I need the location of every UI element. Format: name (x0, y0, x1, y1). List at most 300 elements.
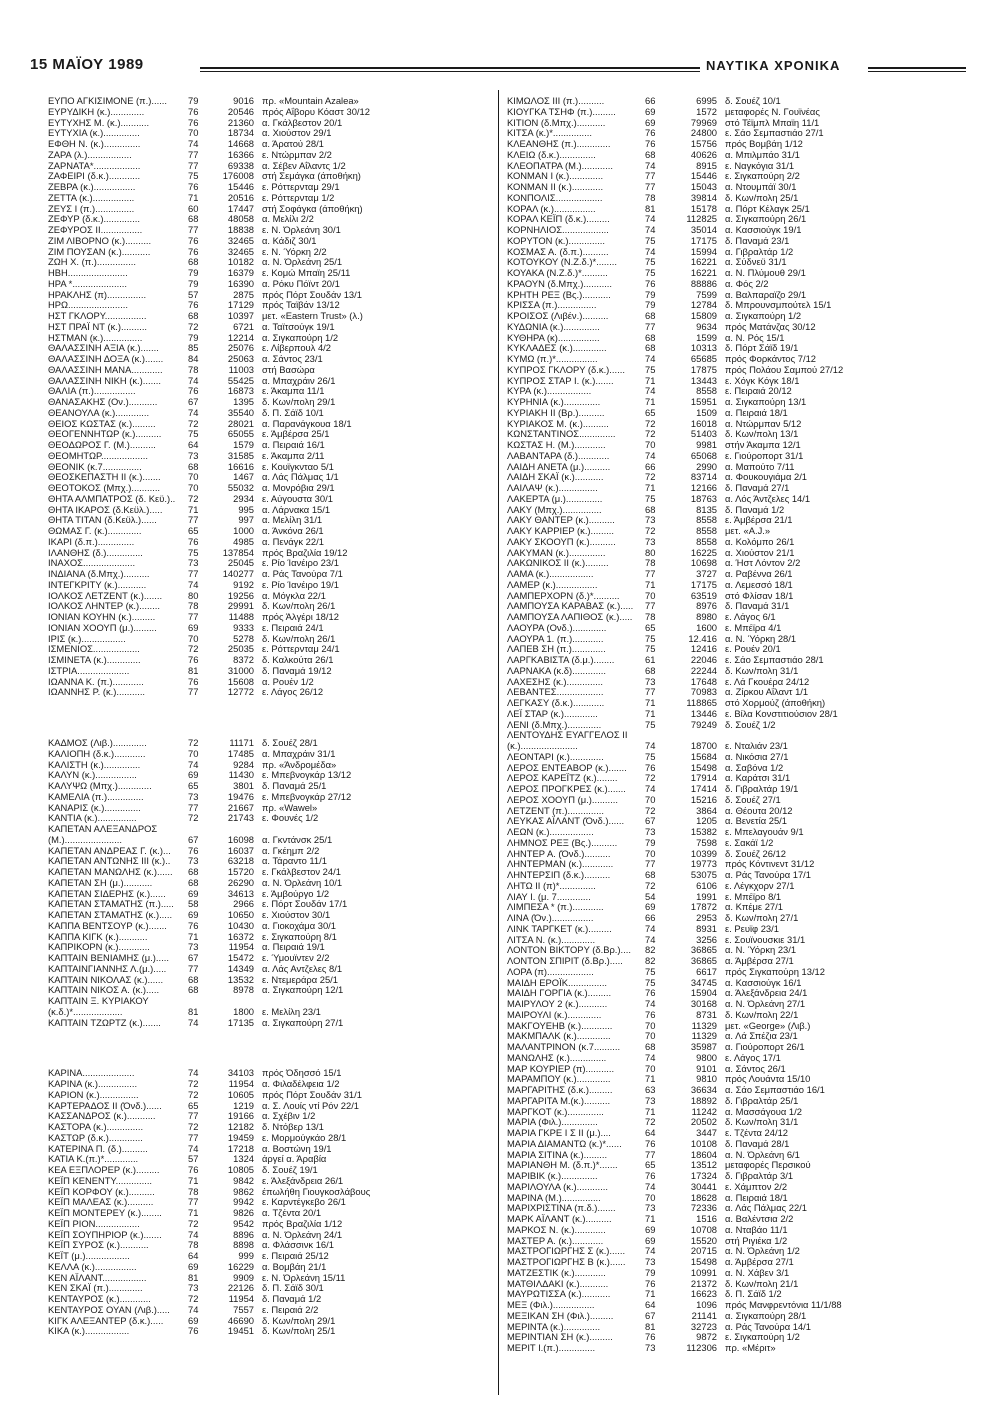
vessel-row (507, 537, 977, 548)
vessel-name: ΜΑΡΙΛΟΥΛΑ (κ.)............ (507, 1181, 608, 1192)
vessel-name: ΛΕΡΟΣ ΠΡΟΓΚΡΕΣ (κ.)....... (507, 784, 626, 794)
position-report: α. Γιούροπορτ 26/1 (725, 1042, 805, 1052)
vessel-name: ΖΙΜ ΠΟΥΣΑΝ (κ.)........... (48, 246, 151, 257)
position-report: δ. Παναμά 31/1 (725, 601, 790, 612)
vessel-name: ΜΕΡΙΝΤΑ (κ.).............. (507, 1321, 601, 1332)
vessel-row (507, 1096, 977, 1107)
vessel-row (507, 1160, 977, 1171)
position-report: μετ. «George» (Λιβ.) (725, 1020, 811, 1031)
build-year: 77 (188, 225, 199, 235)
build-year: 80 (188, 590, 199, 601)
build-year: 74 (188, 375, 199, 386)
vessel-row (507, 827, 977, 838)
build-year: 73 (645, 1095, 656, 1106)
build-year: 65 (188, 781, 199, 791)
position-report: ε. Λίβερπουλ 4/2 (262, 343, 331, 354)
build-year: 74 (188, 1143, 199, 1154)
position-report: ε. Ρόττερνταμ 29/1 (262, 182, 340, 192)
build-year: 75 (645, 751, 656, 762)
vessel-name: ΛΕΡΟΣ ΧΟΟΥΠ (μ.).......... (507, 794, 618, 805)
tonnage: 51403 (690, 429, 717, 440)
tonnage: 9842 (233, 1175, 254, 1186)
tonnage: 9909 (233, 1272, 254, 1283)
tonnage: 17447 (227, 203, 254, 214)
tonnage: 18604 (690, 1149, 717, 1160)
vessel-name: ΚΕΪΠ ΚΟΡΦΟΥ (κ.).......... (48, 1186, 155, 1197)
vessel-name: ΚΟΡΥΤΟΝ (κ.).............. (507, 235, 605, 246)
vessel-name: ΛΑΚΥ ΚΑΡΡΙΕΡ (κ.)......... (507, 526, 614, 536)
vessel-row (507, 397, 977, 408)
vessel-row (48, 225, 493, 236)
build-year: 71 (188, 192, 199, 203)
position-report: α. Θέουτα 20/12 (725, 805, 793, 816)
position-report: α. Σ. Λουίς ντί Ρόν 22/1 (262, 1100, 360, 1111)
vessel-name: ΛΑΧΕΣΗΣ (κ.).............. (507, 676, 603, 687)
build-year: 57 (188, 289, 199, 300)
vessel-name: ΚΥΡΙΑΚΟΣ Μ. (κ.).......... (507, 418, 609, 429)
build-year: 54 (645, 891, 656, 902)
vessel-name: ΜΑΚΓΟΥΕΗΒ (κ.)............ (507, 1020, 613, 1031)
tonnage: 25035 (227, 644, 254, 655)
tonnage: 12214 (227, 332, 254, 343)
build-year: 68 (188, 877, 199, 888)
vessel-name: ΜΑΡΙΑ (Φιλ.).............. (507, 1117, 598, 1128)
vessel-row (507, 870, 977, 881)
vessel-row (48, 623, 493, 634)
vessel-row (48, 985, 493, 996)
tonnage: 17414 (690, 784, 717, 794)
position-report: ε. Ν. Όρλεάνη 30/1 (262, 225, 341, 235)
vessel-name: ΘΕΟΔΩΡΟΣ Γ. (Μ.).......... (48, 440, 156, 450)
vessel-name: ΚΑΤΕΡΙΝΑ Π. (δ.).......... (48, 1143, 148, 1154)
vessel-name: ΚΑΠΕΤΑΝ ΣΗ (μ.)........... (48, 877, 153, 888)
tonnage: 10991 (690, 1267, 717, 1278)
build-year: 69 (188, 888, 199, 899)
tonnage: 15904 (690, 988, 717, 999)
build-year: 68 (188, 867, 199, 877)
position-report: δ. Σουέζ 26/12 (725, 848, 786, 859)
build-year: 72 (188, 644, 199, 655)
tonnage: 1000 (233, 526, 254, 536)
build-year: 77 (645, 601, 656, 612)
vessel-row (48, 429, 493, 440)
tonnage: 137854 (222, 547, 254, 558)
position-report: α. Γκντάνσκ 25/1 (262, 834, 333, 845)
vessel-row (48, 942, 493, 953)
tonnage: 21360 (227, 117, 254, 128)
build-year: 77 (645, 171, 656, 182)
build-year: 70 (645, 1192, 656, 1203)
position-report: ε. Σουϊνουσκιε 31/1 (725, 934, 806, 945)
position-report: α. Χιούστον 29/1 (262, 128, 332, 139)
vessel-row (507, 720, 977, 731)
vessel-name: ΚΑΠΕΤΑΝ ΜΑΝΩΛΗΣ (κ.)...... (48, 867, 173, 877)
build-year: 72 (188, 738, 199, 748)
tonnage: 13443 (690, 375, 717, 386)
vessel-row (507, 214, 977, 225)
position-report: α. Πειραιά 19/1 (262, 942, 325, 953)
build-year: 77 (188, 963, 199, 974)
position-report: α. Πενάγκ 22/1 (262, 536, 324, 547)
vessel-name: ΜΑΡΙΧΡΙΣΤΙΝΑ (π.δ.)....... (507, 1203, 616, 1214)
build-year: 66 (645, 913, 656, 923)
vessel-name: ΜΑΙΡΟΥΛΙ (κ.)............. (507, 1009, 602, 1020)
position-report: ε. Λάγος 26/12 (262, 687, 324, 698)
position-report: ε. Πειραιά 25/12 (262, 1251, 329, 1261)
vessel-row (507, 365, 977, 376)
vessel-row (48, 505, 493, 516)
build-year: 82 (645, 956, 656, 966)
vessel-name: ΕΥΤΥΧΙΑ (κ.).............. (48, 128, 140, 139)
build-year: 77 (645, 569, 656, 579)
vessel-name: ΛΕΟΝΤΑΡΙ (κ.)............. (507, 751, 604, 762)
position-report: α. Ντώρμπαν 5/12 (725, 418, 802, 429)
vessel-name: ΚΕΛΛΑ (κ.)................ (48, 1261, 137, 1272)
position-report: πρ. «Wawel» (262, 802, 318, 813)
vessel-row (48, 1305, 493, 1316)
tonnage: 65055 (227, 429, 254, 440)
vessel-name: ΚΩΣΤΑΣ Η. (Μ.)............ (507, 440, 606, 450)
position-report: α. Μπαχράιν 26/1 (262, 375, 336, 386)
tonnage: 1991 (696, 891, 717, 902)
vessel-row (507, 1085, 977, 1096)
tonnage: 16623 (690, 1289, 717, 1300)
build-year: 71 (188, 504, 199, 515)
vessel-name: ΚΟΡΑΛ (κ.)................ (507, 203, 596, 214)
build-year: 74 (645, 784, 656, 794)
vessel-row (507, 247, 977, 258)
build-year: 77 (188, 160, 199, 171)
position-report: δ. Κων/πολη 13/1 (725, 429, 799, 440)
build-year: 67 (645, 816, 656, 827)
vessel-row (48, 1262, 493, 1273)
position-report: ε. Ρόττερνταμ 1/2 (262, 192, 335, 203)
vessel-row (48, 738, 493, 749)
tonnage: 13446 (690, 708, 717, 719)
position-report: α. Νταβάο 11/1 (725, 1224, 788, 1235)
build-year: 76 (645, 139, 656, 149)
tonnage: 16873 (227, 386, 254, 397)
tonnage: 63218 (227, 856, 254, 867)
build-year: 77 (188, 569, 199, 579)
tonnage: 11329 (691, 1031, 717, 1042)
vessel-name: ΛΑΠΕΒ ΣΗ (π.)............. (507, 644, 606, 655)
tonnage (671, 730, 725, 741)
build-year: 76 (188, 246, 199, 257)
build-year: 75 (188, 171, 199, 182)
vessel-name: ΛΑΚΥ ΘΑΝΤΕΡ (κ.).......... (507, 515, 615, 526)
vessel-row (48, 1101, 493, 1112)
vessel-row (507, 655, 977, 666)
tonnage: 15720 (227, 867, 254, 877)
position-report: α. Βαλπαραϊζο 29/1 (725, 289, 807, 300)
tonnage: 25045 (227, 558, 254, 569)
build-year: 79 (645, 300, 656, 311)
vessel-name: ΛΑΚΕΡΤΑ (μ.).............. (507, 493, 603, 504)
tonnage: 995 (238, 504, 254, 515)
tonnage: 24800 (690, 128, 717, 139)
position-report: δ. Ντόβερ 13/1 (262, 1122, 324, 1132)
build-year: 69 (188, 1261, 199, 1272)
build-year: 74 (188, 1229, 199, 1240)
vessel-name: ΜΑΙΔΗ ΕΡΟΪΚ............... (507, 977, 608, 988)
vessel-row (48, 537, 493, 548)
build-year: 74 (188, 1304, 199, 1315)
vessel-name: ΙΝΔΙΑΝΑ (δ.Μπχ.).......... (48, 569, 150, 579)
vessel-row (507, 1139, 977, 1150)
tonnage: 2934 (233, 493, 254, 504)
vessel-name: ΕΦΘΗ Ν. (κ.).............. (48, 139, 141, 149)
tonnage: 2875 (233, 289, 254, 300)
vessel-row (507, 1236, 977, 1247)
position-report (262, 996, 493, 1007)
position-report: ε. Πόρτ Σουδάν 17/1 (262, 899, 348, 910)
vessel-row (507, 956, 977, 967)
left-column (48, 96, 493, 1337)
vessel-name: ΚΙΓΚ ΑΛΕΞΑΝΤΕΡ (δ.κ.)..... (48, 1315, 164, 1326)
tonnage: 1509 (696, 407, 717, 418)
build-year: 69 (188, 622, 199, 633)
vessel-name: ΚΑΠΠΑ ΚΙΓΚ (κ.)........... (48, 931, 148, 942)
build-year: 81 (188, 665, 199, 676)
tonnage: 140277 (222, 569, 254, 579)
build-year: 82 (645, 945, 656, 956)
position-report: ε. Ύμουϊντεν 2/2 (262, 953, 330, 963)
vessel-row (507, 752, 977, 763)
tonnage: 17135 (227, 1017, 254, 1028)
vessel-row (48, 921, 493, 932)
vessel-row (507, 741, 977, 752)
build-year: 76 (188, 182, 199, 192)
vessel-name: ΘΕΟΓΕΝΝΗΤΩΡ (κ.).......... (48, 429, 162, 440)
position-report: α. Ήστ Λόντον 2/2 (725, 558, 801, 569)
tonnage: 7557 (233, 1304, 254, 1315)
header-rule (200, 67, 700, 69)
position-report: α. Ν. Όρλεάνη 10/1 (262, 877, 343, 888)
vessel-name: ΚΕΪΠ ΣΟΥΠΗΡΙΟΡ (κ.)....... (48, 1229, 162, 1240)
position-report: α. Λάς Αντζελες 8/1 (262, 963, 343, 974)
vessel-row (48, 526, 493, 537)
position-report: δ. Σουέζ 28/1 (262, 738, 318, 748)
build-year: 70 (645, 1031, 656, 1042)
vessel-row (507, 634, 977, 645)
vessel-name: ΚΥΡΙΑΚΗ ΙΙ (Βρ.).......... (507, 407, 605, 418)
vessel-row (507, 182, 977, 193)
vessel-row (507, 107, 977, 118)
tonnage: 17129 (227, 300, 254, 311)
position-report: πρός Άλγέρι 18/12 (262, 612, 339, 622)
tonnage: 11003 (228, 364, 254, 375)
tonnage: 112825 (686, 214, 717, 225)
build-year: 79 (188, 96, 199, 106)
vessel-name: ΚΕΪΠ ΣΥΡΟΣ (κ.)........... (48, 1240, 149, 1251)
tonnage: 9016 (233, 96, 254, 106)
position-report: ε. Σακάϊ 1/2 (725, 837, 774, 848)
position-report: δ. Παναμά 28/1 (725, 1138, 790, 1149)
vessel-row (48, 279, 493, 290)
tonnage: 1096 (696, 1300, 717, 1310)
tonnage: 36634 (690, 1085, 717, 1095)
vessel-name: ΚΑΛΙΟΠΗ (δ.κ.)............ (48, 748, 146, 759)
vessel-row (507, 150, 977, 161)
vessel-row (507, 838, 977, 849)
vessel-row (507, 644, 977, 655)
vessel-name: ΛΑΒΑΝΤΑΡΑ (δ.)............ (507, 450, 610, 461)
position-report: ε. Καρντέγκεβο 26/1 (262, 1197, 346, 1208)
position-report: μεταφορές Περσικού (725, 1160, 811, 1171)
build-year: 77 (645, 687, 656, 698)
position-report: στό Τέϊμπλ Μπαϊη 11/1 (725, 117, 820, 128)
build-year: 66 (645, 96, 656, 106)
vessel-row (48, 1273, 493, 1284)
position-report: α. Φιλαδέλφεια 1/2 (262, 1079, 340, 1089)
build-year: 71 (645, 397, 656, 407)
position-report: στό Φλίσαν 18/1 (725, 590, 794, 601)
tonnage: 1600 (696, 622, 717, 633)
tonnage: 9810 (696, 1074, 717, 1085)
vessel-row (48, 139, 493, 150)
tonnage: 9862 (233, 1186, 254, 1197)
tonnage: 18700 (690, 741, 717, 751)
build-year: 68 (645, 1042, 656, 1052)
position-report: πρός Πολάου Σαμπού 27/12 (725, 364, 844, 375)
vessel-row (48, 257, 493, 268)
build-year: 57 (188, 1154, 199, 1165)
vessel-row (48, 760, 493, 771)
vessel-name: ΗΣΤ ΠΡΑΪ ΝΤ (κ.).......... (48, 321, 148, 332)
vessel-name: ΜΑΡΙΑ ΓΚΡΕ Ι Σ ΙΙ (μ.).... (507, 1128, 611, 1138)
build-year: 75 (188, 429, 199, 440)
position-report: α. Μασσάγουα 1/2 (725, 1106, 802, 1117)
position-report: α. Φός 2/2 (725, 278, 769, 289)
vessel-name: ΗΡΑ *..................... (48, 278, 128, 289)
vessel-name: ΚΥΔΩΝΙΑ (κ.).............. (507, 321, 600, 332)
tonnage: 17648 (690, 676, 717, 687)
vessel-name: ΚΑΛΥΝ (κ.)................ (48, 770, 137, 781)
position-report: α. Τζέντα 20/1 (262, 1208, 322, 1218)
tonnage: 65068 (690, 450, 717, 461)
position-report: δ. Κων/πολη 25/1 (725, 192, 799, 203)
vessel-row (48, 322, 493, 333)
vessel-row (48, 1133, 493, 1144)
build-year: 75 (645, 719, 656, 730)
position-report: α. Ν. Όρλεάνη 1/2 (725, 1246, 800, 1257)
vessel-row (507, 268, 977, 279)
build-year: 73 (645, 515, 656, 526)
tonnage: 16616 (227, 461, 254, 472)
vessel-row (48, 462, 493, 473)
tonnage: 36865 (690, 945, 717, 956)
header-rule (868, 71, 966, 72)
build-year: 78 (188, 1240, 199, 1251)
position-report: α. Μόγκλα 22/1 (262, 590, 326, 601)
tonnage: 65685 (690, 354, 717, 364)
build-year: 73 (188, 450, 199, 461)
vessel-name: ΚΑΣΤΩΡ (δ.κ.)............. (48, 1132, 143, 1143)
tonnage: 22244 (690, 665, 717, 676)
tonnage: 17175 (690, 235, 717, 246)
vessel-row (507, 1053, 977, 1064)
vessel-row (48, 1283, 493, 1294)
position-report: δ. Πόρτ Σάϊδ 19/1 (725, 343, 799, 354)
tonnage: 15809 (690, 311, 717, 321)
vessel-name: ΚΑΠΕΤΑΝ ΑΝΤΩΝΗΣ ΙΙΙ (κ.).. (48, 856, 171, 867)
tonnage: 9872 (696, 1332, 717, 1343)
tonnage: 10650 (227, 910, 254, 920)
tonnage: 35987 (690, 1042, 717, 1052)
vessel-name: ΚΑΠΤΑΙΝ ΒΕΝΙΑΜΗΣ (μ.)..... (48, 953, 169, 963)
build-year: 72 (645, 805, 656, 816)
build-year: 77 (645, 859, 656, 870)
vessel-name: ΚΑΡΙΝΑ (κ.)............... (48, 1079, 138, 1089)
tonnage: 15472 (227, 953, 254, 963)
tonnage: 1205 (696, 816, 717, 827)
vessel-name: (Μ.)...................... (48, 834, 122, 845)
build-year: 70 (645, 1063, 656, 1074)
tonnage: 9981 (696, 440, 717, 450)
vessel-name: ΛΑΜΑ (κ.)................. (507, 569, 594, 579)
tonnage: 6617 (696, 966, 717, 977)
build-year: 76 (188, 117, 199, 128)
vessel-row (507, 709, 977, 720)
vessel-name: ΚΑΠΕΤΑΝ ΑΝΔΡΕΑΣ Γ. (κ.)... (48, 845, 171, 856)
vessel-row (507, 462, 977, 473)
build-year: 71 (645, 1214, 656, 1224)
tonnage: 8558 (696, 386, 717, 397)
position-report: α. Μαπούτο 7/11 (725, 461, 795, 472)
tonnage: 15684 (690, 751, 717, 762)
vessel-block (48, 1068, 493, 1337)
vessel-name: ΚΑΛΥΨΩ (Μπχ.)............. (48, 781, 152, 791)
build-year: 79 (188, 332, 199, 343)
tonnage: 31000 (227, 665, 254, 676)
position-report: δ. Γιβραλτάρ 19/1 (725, 784, 799, 794)
vessel-row (48, 964, 493, 975)
position-report: ε. Μπεβνογκάρ 13/12 (262, 770, 352, 781)
tonnage: 6106 (696, 880, 717, 891)
header-rule (200, 71, 700, 72)
tonnage: 16229 (227, 1261, 254, 1272)
tonnage: 4985 (233, 536, 254, 547)
vessel-row (48, 677, 493, 688)
vessel-row (48, 1208, 493, 1219)
build-year: 76 (188, 106, 199, 117)
build-year: 68 (188, 461, 199, 472)
tonnage: 10805 (227, 1165, 254, 1175)
tonnage: 16372 (227, 931, 254, 942)
position-report: ε. Βίλα Κονστιτιούσιον 28/1 (725, 708, 838, 719)
tonnage: 12784 (690, 300, 717, 311)
build-year: 67 (188, 397, 199, 407)
build-year: 72 (645, 526, 656, 536)
vessel-row (507, 548, 977, 559)
vessel-row (507, 999, 977, 1010)
tonnage: 8931 (696, 923, 717, 934)
vessel-name: ΚΟΣΜΑΣ Α. (δ.π.).......... (507, 246, 609, 257)
tonnage (212, 824, 262, 835)
vessel-row (48, 333, 493, 344)
build-year: 78 (645, 558, 656, 569)
position-report: ε. Μπέϊρα 4/1 (725, 622, 782, 633)
tonnage: 8135 (696, 504, 717, 515)
vessel-row (507, 193, 977, 204)
vessel-row (507, 139, 977, 150)
build-year: 58 (188, 899, 199, 910)
position-report: α. Ν. Όρλεάνη 25/1 (262, 257, 343, 268)
build-year: 75 (645, 633, 656, 644)
tonnage: 10698 (690, 558, 717, 569)
tonnage: 32465 (227, 235, 254, 246)
